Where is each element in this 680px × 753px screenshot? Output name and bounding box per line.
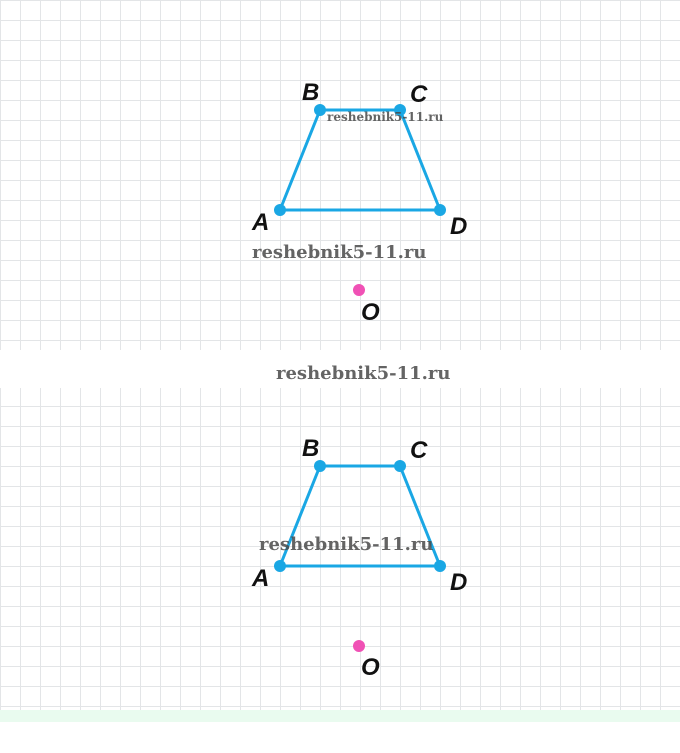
watermark: reshebnik5-11.ru xyxy=(259,534,434,555)
label-c: C xyxy=(410,437,428,464)
trapezoid-abcd xyxy=(280,110,440,210)
center-point-o xyxy=(353,640,365,652)
separator-watermark: reshebnik5-11.ru xyxy=(276,363,451,384)
vertex-a xyxy=(274,204,286,216)
label-o: O xyxy=(361,299,380,326)
label-a: A xyxy=(252,209,270,236)
grid-panel-bottom xyxy=(0,388,680,710)
label-c: C xyxy=(410,81,428,108)
label-a: A xyxy=(252,565,270,592)
vertex-a xyxy=(274,560,286,572)
vertex-c xyxy=(394,460,406,472)
footer-strip xyxy=(0,710,680,722)
label-o: O xyxy=(361,654,380,681)
vertex-d xyxy=(434,560,446,572)
center-point-o xyxy=(353,284,365,296)
watermark: reshebnik5-11.ru xyxy=(327,110,444,124)
label-d: D xyxy=(450,569,468,596)
label-b: B xyxy=(302,435,320,462)
label-b: B xyxy=(302,79,320,106)
label-d: D xyxy=(450,213,468,240)
vertex-d xyxy=(434,204,446,216)
figure-top xyxy=(0,0,680,350)
watermark: reshebnik5-11.ru xyxy=(252,242,427,263)
grid-panel-top xyxy=(0,0,680,350)
